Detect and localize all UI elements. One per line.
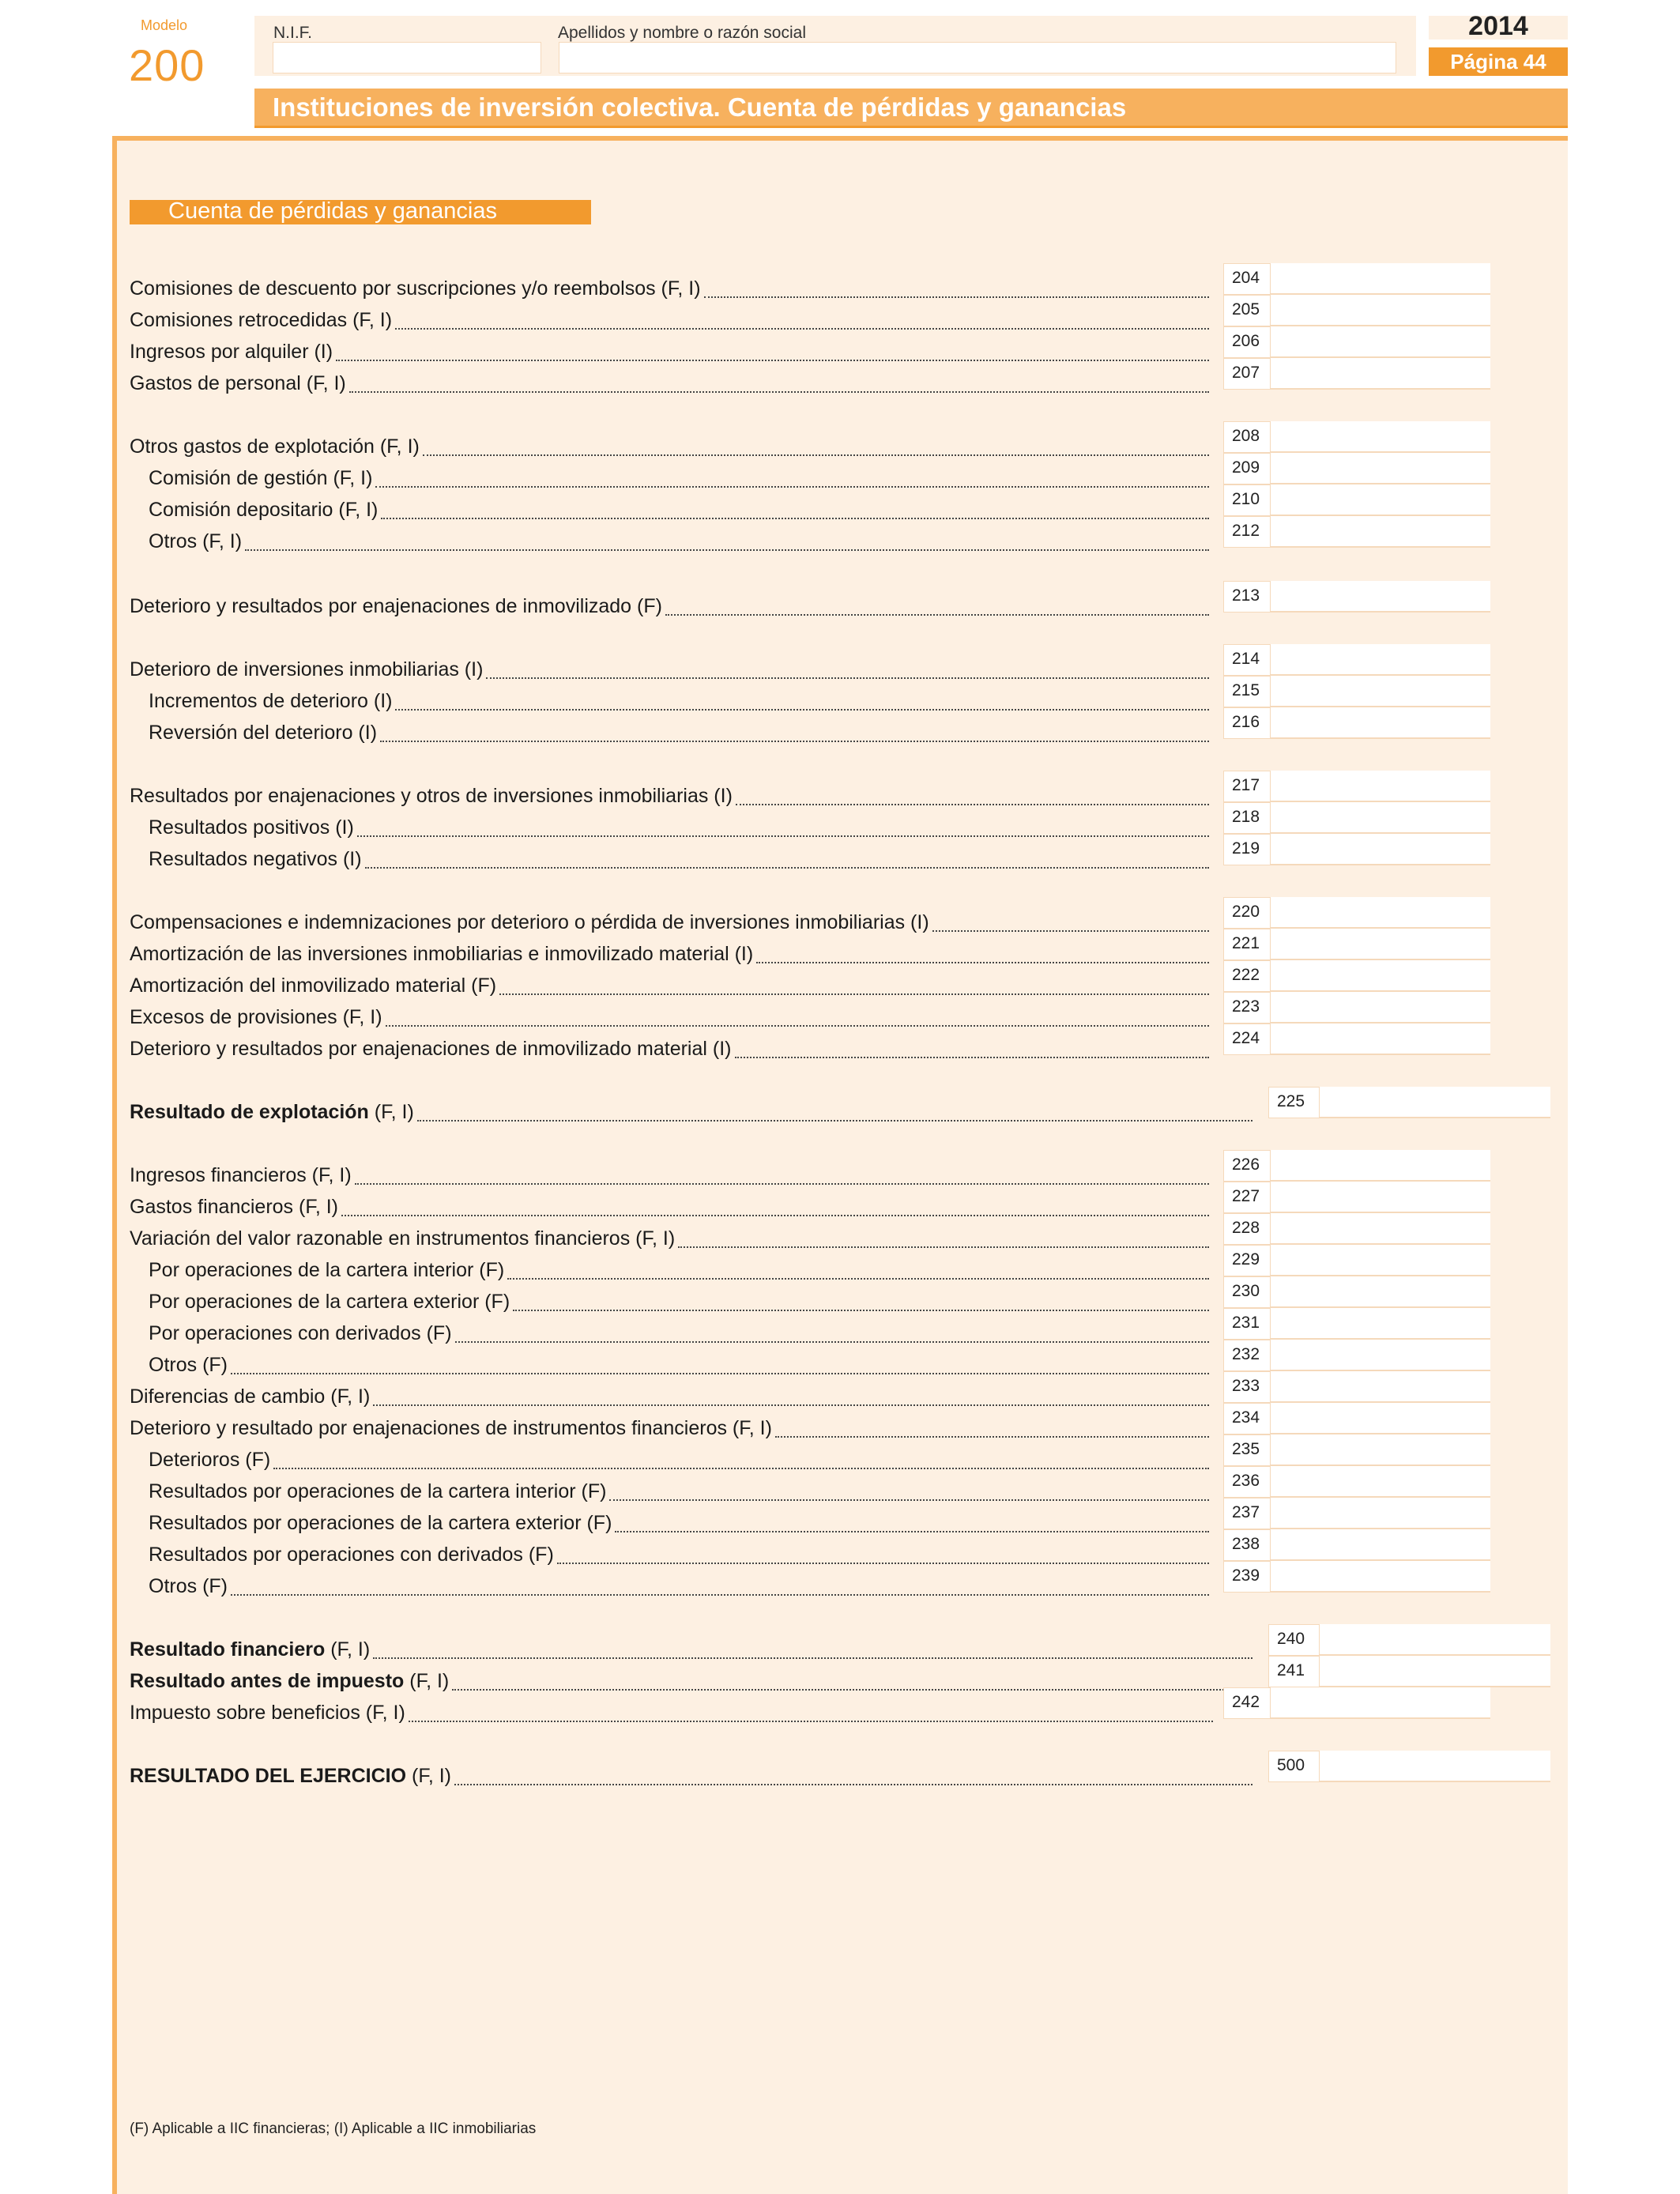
row-label	[130, 658, 483, 681]
value-field[interactable]	[1271, 1182, 1490, 1213]
box-code: 233	[1223, 1371, 1271, 1403]
value-field[interactable]	[1271, 1466, 1490, 1498]
value-field[interactable]	[1271, 1276, 1490, 1308]
row-label-text: Ingresos por alquiler (I)	[130, 341, 333, 363]
value-field[interactable]	[1320, 1624, 1550, 1656]
box-code: 204	[1223, 263, 1271, 295]
value-field[interactable]	[1271, 992, 1490, 1023]
box-code: 210	[1223, 484, 1271, 516]
row-label	[130, 1227, 675, 1250]
row-label	[130, 784, 733, 808]
box-code: 241	[1268, 1656, 1320, 1687]
row-label	[130, 340, 333, 364]
value-field[interactable]	[1271, 581, 1490, 613]
footnote: (F) Aplicable a IIC financieras; (I) Aplicable a IIC inmobiliarias	[130, 2120, 537, 2137]
box-code: 239	[1223, 1561, 1271, 1593]
row-label-text: (F, I)	[368, 1101, 414, 1123]
value-field[interactable]	[1271, 771, 1490, 802]
row-label	[130, 942, 753, 966]
leader-dots	[736, 804, 1209, 805]
row-label	[130, 435, 420, 458]
leader-dots	[678, 1246, 1209, 1248]
row-label	[149, 530, 242, 553]
leader-dots	[381, 518, 1209, 519]
row-label	[130, 1163, 352, 1187]
row-label-text: (F, I)	[404, 1670, 450, 1692]
box-code: 209	[1223, 453, 1271, 484]
leader-dots	[373, 1657, 1252, 1659]
leader-dots	[365, 867, 1209, 869]
box-code: 208	[1223, 421, 1271, 453]
row-label	[149, 816, 354, 839]
leader-dots	[507, 1278, 1209, 1280]
row-label	[149, 1258, 504, 1282]
leader-dots	[231, 1594, 1209, 1596]
box-code: 207	[1223, 358, 1271, 390]
leader-dots	[499, 993, 1209, 995]
page-badge: Página 44	[1429, 47, 1568, 76]
box-code: 228	[1223, 1213, 1271, 1245]
row-label-text: (F, I)	[406, 1765, 451, 1787]
box-code: 205	[1223, 295, 1271, 326]
leader-dots	[756, 962, 1209, 963]
row-label	[149, 1480, 606, 1503]
row-label-text: Comisión depositario (F, I)	[149, 499, 379, 521]
leader-dots	[341, 1215, 1209, 1216]
row-label	[130, 1669, 449, 1693]
value-field[interactable]	[1271, 263, 1490, 295]
row-label	[130, 277, 701, 300]
row-label	[149, 1290, 510, 1314]
page-title: Instituciones de inversión colectiva. Cuenta de pérdidas y ganancias	[273, 92, 1127, 122]
row-label-text: Otros (F, I)	[149, 530, 243, 552]
row-label	[130, 1701, 405, 1725]
box-code: 237	[1223, 1498, 1271, 1529]
row-label	[130, 1385, 370, 1408]
nif-field[interactable]	[273, 42, 541, 74]
leader-dots	[273, 1468, 1209, 1469]
row-label-text: Diferencias de cambio (F, I)	[130, 1385, 371, 1408]
box-code: 223	[1223, 992, 1271, 1023]
leader-dots	[417, 1120, 1252, 1122]
box-code: 216	[1223, 707, 1271, 739]
leader-dots	[375, 486, 1209, 488]
row-label-text: Deterioro y resultados por enajenaciones de inmovilizado material (I)	[130, 1038, 732, 1060]
box-code: 236	[1223, 1466, 1271, 1498]
row-label	[149, 721, 377, 745]
box-code: 242	[1223, 1687, 1271, 1719]
leader-dots	[423, 454, 1209, 456]
box-code: 213	[1223, 581, 1271, 613]
box-code: 226	[1223, 1150, 1271, 1182]
row-label-text: Incrementos de deterioro (I)	[149, 690, 393, 712]
row-label-text: Comisión de gestión (F, I)	[149, 467, 373, 489]
section-title: Cuenta de pérdidas y ganancias	[168, 198, 497, 224]
value-field[interactable]	[1271, 1561, 1490, 1593]
value-field[interactable]	[1320, 1087, 1550, 1118]
value-field[interactable]	[1271, 1023, 1490, 1055]
row-label-text: Resultados por operaciones de la cartera exterior (F)	[149, 1512, 612, 1534]
leader-dots	[349, 391, 1209, 393]
row-label-bold: Resultado antes de impuesto	[130, 1670, 405, 1692]
row-label	[149, 1543, 554, 1566]
leader-dots	[380, 741, 1209, 742]
box-code: 217	[1223, 771, 1271, 802]
box-code: 212	[1223, 516, 1271, 548]
value-field[interactable]	[1271, 802, 1490, 834]
modelo-label: Modelo	[141, 17, 188, 33]
box-code: 240	[1268, 1624, 1320, 1656]
row-label-text: Amortización del inmovilizado material (F)	[130, 974, 497, 997]
row-label-text: Resultados negativos (I)	[149, 848, 362, 870]
leader-dots	[336, 360, 1209, 361]
modelo-number: 200	[129, 40, 205, 90]
row-label	[149, 847, 362, 871]
leader-dots	[395, 709, 1209, 711]
value-field[interactable]	[1271, 326, 1490, 358]
row-label-text: Resultados por operaciones con derivados (F)	[149, 1544, 554, 1566]
leader-dots	[386, 1025, 1209, 1027]
row-label-text: Variación del valor razonable en instrumentos financieros (F, I)	[130, 1227, 676, 1250]
row-label-text: Gastos financieros (F, I)	[130, 1196, 338, 1218]
row-label	[130, 594, 662, 618]
row-label	[149, 498, 378, 522]
row-label-text: Compensaciones e indemnizaciones por deterioro o pérdida de inversiones inmobiliarias (I)	[130, 911, 929, 933]
leader-dots	[775, 1436, 1209, 1438]
row-label-text: Deterioro y resultados por enajenaciones de inmovilizado (F)	[130, 595, 662, 617]
row-label	[149, 1448, 270, 1472]
box-code: 235	[1223, 1434, 1271, 1466]
row-label-text: Resultados por operaciones de la cartera interior (F)	[149, 1480, 607, 1502]
value-field[interactable]	[1271, 1308, 1490, 1340]
row-label-text: Gastos de personal (F, I)	[130, 372, 346, 394]
box-code: 222	[1223, 960, 1271, 992]
row-label	[130, 308, 392, 332]
value-field[interactable]	[1271, 929, 1490, 960]
value-field[interactable]	[1320, 1751, 1550, 1782]
row-label-text: Comisiones retrocedidas (F, I)	[130, 309, 393, 331]
box-code: 230	[1223, 1276, 1271, 1308]
row-label-text: Otros gastos de explotación (F, I)	[130, 435, 420, 458]
box-code: 219	[1223, 834, 1271, 865]
leader-dots	[557, 1563, 1209, 1564]
row-label-text: Amortización de las inversiones inmobiliarias e inmovilizado material (I)	[130, 943, 754, 965]
row-label	[130, 1195, 338, 1219]
leader-dots	[357, 835, 1209, 837]
row-label-text: Por operaciones con derivados (F)	[149, 1322, 452, 1344]
row-label	[149, 1574, 228, 1598]
row-label	[130, 974, 496, 997]
leader-dots	[513, 1310, 1209, 1311]
value-field[interactable]	[1271, 1150, 1490, 1182]
value-field[interactable]	[1271, 1340, 1490, 1371]
row-label	[149, 1321, 452, 1345]
row-label	[130, 910, 929, 934]
row-label-text: Otros (F)	[149, 1354, 228, 1376]
value-field[interactable]	[1271, 1371, 1490, 1403]
row-label-text: Por operaciones de la cartera interior (F)	[149, 1259, 505, 1281]
row-label-text: Comisiones de descuento por suscripciones y/o reembolsos (F, I)	[130, 277, 701, 300]
box-code: 231	[1223, 1308, 1271, 1340]
row-label-text: Ingresos financieros (F, I)	[130, 1164, 352, 1186]
box-code: 238	[1223, 1529, 1271, 1561]
row-label-text: Por operaciones de la cartera exterior (F)	[149, 1291, 510, 1313]
value-field[interactable]	[1271, 644, 1490, 676]
box-code: 218	[1223, 802, 1271, 834]
value-field[interactable]	[1271, 1213, 1490, 1245]
box-code: 500	[1268, 1751, 1320, 1782]
value-field[interactable]	[1271, 484, 1490, 516]
value-field[interactable]	[1320, 1656, 1550, 1687]
box-code: 215	[1223, 676, 1271, 707]
leader-dots	[735, 1057, 1210, 1058]
row-label	[130, 1005, 382, 1029]
leader-dots	[704, 296, 1209, 298]
box-code: 206	[1223, 326, 1271, 358]
value-field[interactable]	[1271, 516, 1490, 548]
leader-dots	[409, 1721, 1213, 1722]
row-label-bold: RESULTADO DEL EJERCICIO	[130, 1765, 407, 1787]
value-field[interactable]	[1271, 1687, 1490, 1719]
row-label	[149, 1353, 228, 1377]
leader-dots	[452, 1689, 1252, 1691]
leader-dots	[395, 328, 1209, 330]
leader-dots	[665, 614, 1209, 616]
value-field[interactable]	[1271, 421, 1490, 453]
value-field[interactable]	[1271, 834, 1490, 865]
value-field[interactable]	[1271, 295, 1490, 326]
box-code: 229	[1223, 1245, 1271, 1276]
row-label	[130, 1764, 451, 1788]
row-label-text: Resultados positivos (I)	[149, 816, 354, 839]
value-field[interactable]	[1271, 897, 1490, 929]
value-field[interactable]	[1271, 1403, 1490, 1434]
row-label-text: Excesos de provisiones (F, I)	[130, 1006, 382, 1028]
box-code: 214	[1223, 644, 1271, 676]
row-label	[130, 1037, 732, 1061]
box-code: 227	[1223, 1182, 1271, 1213]
leader-dots	[609, 1499, 1209, 1501]
box-code: 221	[1223, 929, 1271, 960]
row-label	[130, 1638, 370, 1661]
leader-dots	[245, 549, 1209, 551]
leader-dots	[932, 930, 1209, 932]
row-label-text: Deterioro y resultado por enajenaciones de instrumentos financieros (F, I)	[130, 1417, 772, 1439]
name-label: Apellidos y nombre o razón social	[558, 24, 806, 42]
value-field[interactable]	[1271, 1245, 1490, 1276]
box-code: 224	[1223, 1023, 1271, 1055]
row-label-text: Otros (F)	[149, 1575, 228, 1597]
row-label-text: Impuesto sobre beneficios (F, I)	[130, 1702, 405, 1724]
nif-label: N.I.F.	[273, 24, 313, 42]
name-field[interactable]	[559, 42, 1396, 74]
row-label-text: Resultados por enajenaciones y otros de inversiones inmobiliarias (I)	[130, 785, 733, 807]
row-label	[149, 466, 372, 490]
box-code: 225	[1268, 1087, 1320, 1118]
value-field[interactable]	[1271, 1434, 1490, 1466]
leader-dots	[615, 1531, 1209, 1532]
leader-dots	[454, 1784, 1252, 1785]
leader-dots	[231, 1373, 1209, 1374]
row-label	[149, 689, 392, 713]
row-label	[130, 371, 346, 395]
value-field[interactable]	[1271, 1529, 1490, 1561]
box-code: 234	[1223, 1403, 1271, 1434]
value-field[interactable]	[1271, 453, 1490, 484]
row-label-text: (F, I)	[325, 1638, 371, 1661]
value-field[interactable]	[1271, 960, 1490, 992]
box-code: 232	[1223, 1340, 1271, 1371]
value-field[interactable]	[1271, 676, 1490, 707]
row-label-text: Deterioro de inversiones inmobiliarias (I)	[130, 658, 484, 680]
row-label	[149, 1511, 612, 1535]
value-field[interactable]	[1271, 707, 1490, 739]
row-label-bold: Resultado de explotación	[130, 1101, 369, 1123]
leader-dots	[373, 1404, 1209, 1406]
row-label-text: Reversión del deterioro (I)	[149, 722, 378, 744]
row-label	[130, 1416, 772, 1440]
leader-dots	[486, 677, 1209, 679]
leader-dots	[355, 1183, 1209, 1185]
year: 2014	[1468, 11, 1528, 41]
row-label	[130, 1100, 414, 1124]
value-field[interactable]	[1271, 1498, 1490, 1529]
value-field[interactable]	[1271, 358, 1490, 390]
box-code: 220	[1223, 897, 1271, 929]
row-label-bold: Resultado financiero	[130, 1638, 326, 1661]
row-label-text: Deterioros (F)	[149, 1449, 271, 1471]
leader-dots	[455, 1341, 1209, 1343]
